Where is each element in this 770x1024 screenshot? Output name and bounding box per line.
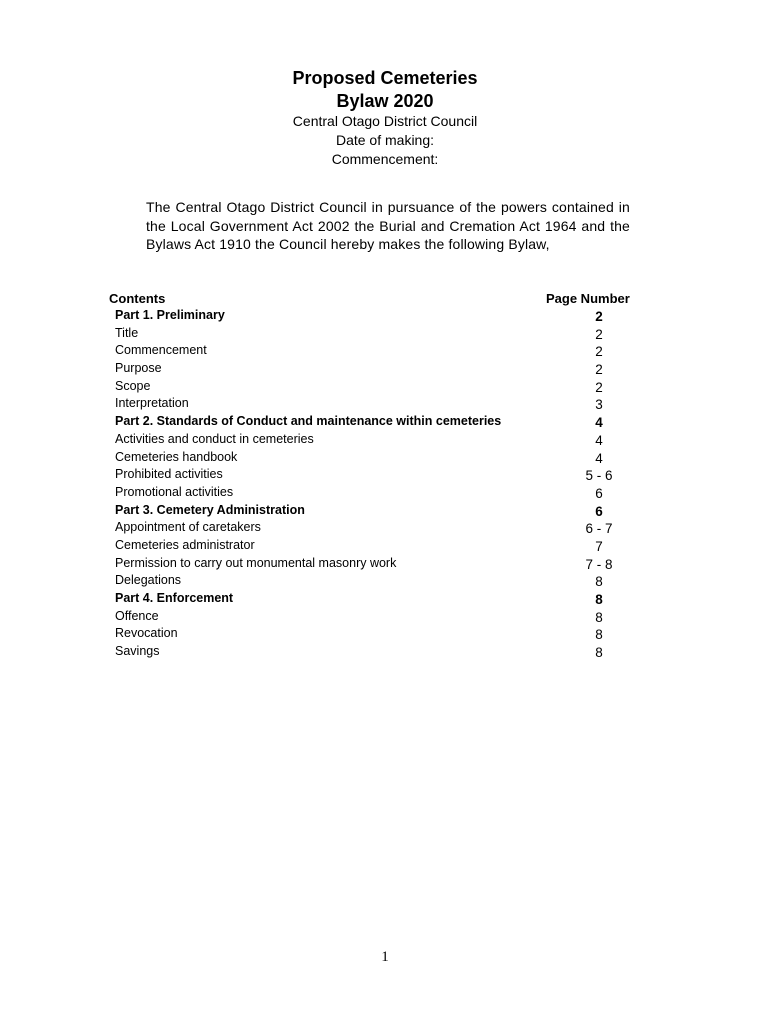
toc-row: [115, 555, 635, 573]
toc-entry-page: 2: [595, 309, 603, 324]
toc-entry-label: Delegations: [115, 573, 182, 588]
toc-row: [115, 625, 635, 643]
toc-entry-page: 8: [595, 574, 603, 590]
toc-entry-label: Commencement: [115, 343, 207, 358]
toc-row: [115, 395, 635, 413]
toc-entry-label: Scope: [115, 378, 151, 393]
intro-paragraph: The Central Otago District Council in pursuance of the powers contained in the Local Government Act 2002 the Burial and Cremation Act 1964 and the Bylaws Act 1910 the Council hereby makes the following Bylaw,: [146, 199, 630, 252]
toc-part-row: [115, 413, 635, 431]
toc-entry-page: 7 - 8: [585, 556, 613, 572]
toc-entry-label: Part 3. Cemetery Administration: [115, 502, 305, 517]
toc-row: [115, 643, 635, 661]
toc-entry-page: 8: [595, 645, 603, 661]
toc-entry-label: Part 4. Enforcement: [115, 591, 234, 605]
council-name: Central Otago District Council: [292, 113, 478, 129]
toc-entry-page: 4: [595, 450, 603, 466]
contents-heading: Contents: [109, 291, 166, 306]
page-footer-number: 1: [381, 949, 389, 965]
toc-row: [115, 537, 635, 555]
toc-row: [115, 378, 635, 396]
toc-entry-label: Activities and conduct in cemeteries: [115, 431, 314, 446]
toc-entry-label: Cemeteries handbook: [115, 449, 238, 464]
toc-entry-label: Part 1. Preliminary: [115, 308, 225, 322]
toc-entry-page: 2: [595, 326, 603, 342]
toc-entry-label: Savings: [115, 644, 160, 659]
toc-entry-page: 7: [595, 538, 603, 554]
toc-row: [115, 484, 635, 502]
toc-entry-page: 2: [595, 379, 603, 395]
toc-entry-label: Appointment of caretakers: [115, 520, 261, 535]
toc-entry-page: 4: [595, 415, 603, 431]
toc-entry-label: Revocation: [115, 626, 178, 641]
toc-row: [115, 466, 635, 484]
toc-entry-page: 2: [595, 344, 603, 360]
toc-row: [115, 572, 635, 590]
toc-entry-label: Title: [115, 325, 139, 340]
toc-row: [115, 360, 635, 378]
toc-row: [115, 608, 635, 626]
toc-entry-label: Part 2. Standards of Conduct and maintenance within cemeteries: [115, 414, 502, 429]
toc-entry-label: Prohibited activities: [115, 467, 223, 482]
toc-part-row: [115, 307, 635, 325]
toc-entry-label: Purpose: [115, 361, 162, 376]
toc-entry-page: 3: [595, 397, 603, 413]
toc-row: [115, 342, 635, 360]
toc-part-row: [115, 502, 635, 520]
toc-entry-page: 4: [595, 432, 603, 448]
toc-entry-page: 8: [595, 592, 603, 607]
page-number-heading: Page Number: [546, 291, 630, 306]
document-title-year: Bylaw 2020: [336, 91, 434, 111]
toc-entry-label: Permission to carry out monumental masonry work: [115, 555, 397, 570]
toc-row: [115, 325, 635, 343]
toc-part-row: [115, 590, 635, 608]
table-of-contents: [115, 307, 635, 661]
toc-entry-page: 6: [595, 503, 603, 519]
toc-entry-page: 8: [595, 627, 603, 643]
toc-row: [115, 431, 635, 449]
toc-entry-page: 6 - 7: [585, 521, 613, 537]
toc-entry-label: Promotional activities: [115, 484, 234, 499]
toc-entry-page: 8: [595, 609, 603, 625]
toc-row: [115, 449, 635, 467]
document-title: Proposed Cemeteries: [292, 68, 478, 88]
toc-entry-label: Cemeteries administrator: [115, 537, 255, 552]
toc-row: [115, 519, 635, 537]
toc-entry-page: 5 - 6: [585, 468, 613, 484]
date-of-making: Date of making:: [335, 132, 435, 148]
commencement-date: Commencement:: [331, 151, 439, 167]
toc-entry-page: 6: [595, 485, 603, 501]
toc-entry-label: Offence: [115, 608, 159, 623]
toc-entry-label: Interpretation: [115, 396, 189, 411]
toc-entry-page: 2: [595, 362, 603, 378]
